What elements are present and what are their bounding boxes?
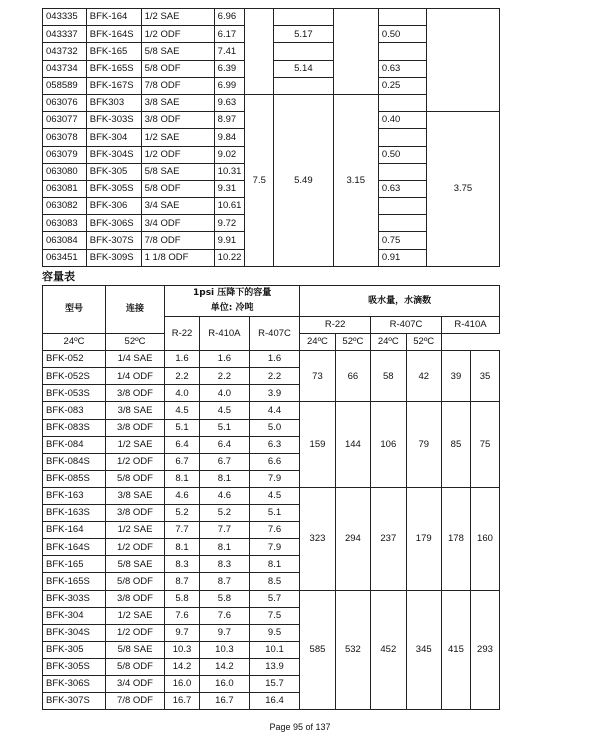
connection-cell: 5/8 SAE	[106, 556, 165, 573]
connection-cell: 5/8 SAE	[106, 641, 165, 658]
capacity-r407c-cell: 6.3	[249, 436, 299, 453]
capacity-r22-cell: 16.0	[165, 675, 200, 692]
code-cell: 043732	[43, 43, 87, 60]
connection-cell: 1/2 ODF	[141, 26, 214, 43]
value-cell: 9.31	[214, 180, 245, 197]
capacity-r407c-cell: 5.1	[249, 505, 299, 522]
capacity-r407c-cell: 4.5	[249, 487, 299, 504]
model-cell: BFK-084	[43, 436, 106, 453]
capacity-r407c-cell: 7.5	[249, 607, 299, 624]
value-cell: 9.84	[214, 129, 245, 146]
connection-cell: 3/4 ODF	[106, 675, 165, 692]
water-capacity-cell: 144	[335, 402, 370, 487]
blank-cell	[274, 43, 334, 60]
capacity-r22-cell: 7.7	[165, 522, 200, 539]
model-cell: BFK-306	[86, 198, 141, 215]
capacity-row	[43, 402, 500, 419]
code-cell: 043734	[43, 60, 87, 77]
value-cell: 8.97	[214, 112, 245, 129]
capacity-r22-cell: 9.7	[165, 624, 200, 641]
water-capacity-cell: 85	[441, 402, 470, 487]
capacity-r22-cell: 16.7	[165, 693, 200, 710]
capacity-row	[43, 487, 500, 504]
connection-cell: 1/2 SAE	[106, 607, 165, 624]
value-cell: 9.72	[214, 215, 245, 232]
water-capacity-cell: 75	[470, 402, 499, 487]
model-cell: BFK-163	[43, 487, 106, 504]
connection-cell: 7/8 ODF	[141, 77, 214, 94]
capacity-r22-cell: 8.3	[165, 556, 200, 573]
value-f: 0.40	[378, 112, 426, 129]
value-f: 0.75	[378, 232, 426, 249]
value-f: 0.25	[378, 77, 426, 94]
model-cell: BFK-306S	[43, 675, 106, 692]
capacity-r22-cell: 4.0	[165, 385, 200, 402]
value-cell: 6.17	[214, 26, 245, 43]
model-cell: BFK-303S	[86, 112, 141, 129]
capacity-r22-cell: 4.5	[165, 402, 200, 419]
value-cell: 7.41	[214, 43, 245, 60]
connection-cell: 3/4 ODF	[141, 215, 214, 232]
blank-cell	[378, 198, 426, 215]
water-capacity-cell: 294	[335, 487, 370, 590]
capacity-r410a-cell: 1.6	[200, 351, 250, 368]
connection-cell: 1/2 ODF	[106, 624, 165, 641]
value-e1: 5.17	[274, 26, 334, 43]
upper-table-row	[43, 9, 500, 26]
upper-spec-table	[42, 8, 500, 267]
capacity-r410a-cell: 5.2	[200, 505, 250, 522]
header-temperature: 24ºC	[43, 334, 106, 351]
capacity-r407c-cell: 7.6	[249, 522, 299, 539]
connection-cell: 5/8 ODF	[141, 60, 214, 77]
water-capacity-cell: 452	[371, 590, 406, 710]
capacity-r407c-cell: 9.5	[249, 624, 299, 641]
connection-cell: 3/8 ODF	[106, 505, 165, 522]
capacity-r410a-cell: 8.1	[200, 470, 250, 487]
capacity-r22-cell: 5.1	[165, 419, 200, 436]
capacity-r407c-cell: 16.4	[249, 693, 299, 710]
model-cell: BFK-303S	[43, 590, 106, 607]
model-cell: BFK-304	[86, 129, 141, 146]
capacity-r22-cell: 8.1	[165, 470, 200, 487]
capacity-r407c-cell: 10.1	[249, 641, 299, 658]
value-cell: 6.39	[214, 60, 245, 77]
water-capacity-cell: 73	[300, 351, 335, 402]
header-refrigerant: R-410A	[200, 317, 250, 351]
header-temperature: 52ºC	[106, 334, 165, 351]
model-cell: BFK-305	[86, 163, 141, 180]
model-cell: BFK-164	[43, 522, 106, 539]
capacity-r22-cell: 7.6	[165, 607, 200, 624]
code-cell: 058589	[43, 77, 87, 94]
merged-value-c: 3.15	[333, 94, 378, 266]
model-cell: BFK-304S	[43, 624, 106, 641]
model-cell: BFK-304S	[86, 146, 141, 163]
water-capacity-cell: 79	[406, 402, 441, 487]
merged-value-b: 5.49	[274, 94, 334, 266]
header-refrigerant: R-407C	[249, 317, 299, 351]
connection-cell: 3/8 ODF	[141, 112, 214, 129]
code-cell: 043335	[43, 9, 87, 26]
connection-cell: 5/8 SAE	[141, 43, 214, 60]
model-cell: BFK-165S	[86, 60, 141, 77]
merged-value-d: 3.75	[426, 112, 499, 267]
connection-cell: 7/8 ODF	[141, 232, 214, 249]
capacity-r410a-cell: 6.7	[200, 453, 250, 470]
blank-cell	[378, 43, 426, 60]
value-cell: 6.99	[214, 77, 245, 94]
connection-cell: 1/2 SAE	[141, 9, 214, 26]
capacity-r22-cell: 6.4	[165, 436, 200, 453]
capacity-r407c-cell: 4.4	[249, 402, 299, 419]
model-cell: BFK-164S	[86, 26, 141, 43]
header-water-refrigerant: R-410A	[441, 317, 499, 334]
model-cell: BFK-164S	[43, 539, 106, 556]
header-water-refrigerant: R-22	[300, 317, 371, 334]
code-cell: 063077	[43, 112, 87, 129]
header-temperature: 52ºC	[335, 334, 370, 351]
capacity-r407c-cell: 7.9	[249, 539, 299, 556]
model-cell: BFK-085S	[43, 470, 106, 487]
blank-cell	[274, 9, 334, 26]
capacity-r22-cell: 2.2	[165, 368, 200, 385]
capacity-r407c-cell: 6.6	[249, 453, 299, 470]
capacity-r410a-cell: 7.7	[200, 522, 250, 539]
value-f: 0.63	[378, 60, 426, 77]
header-water: 吸水量，水滴数	[300, 286, 500, 317]
blank-cell	[378, 129, 426, 146]
capacity-r407c-cell: 2.2	[249, 368, 299, 385]
water-capacity-cell: 179	[406, 487, 441, 590]
code-cell: 063076	[43, 94, 87, 111]
water-capacity-cell: 323	[300, 487, 335, 590]
model-cell: BFK-309S	[86, 249, 141, 266]
blank-cell	[378, 94, 426, 111]
water-capacity-cell: 415	[441, 590, 470, 710]
header-model: 型号	[43, 286, 106, 334]
value-cell: 9.63	[214, 94, 245, 111]
code-cell: 063084	[43, 232, 87, 249]
model-cell: BFK-165S	[43, 573, 106, 590]
header-temperature: 24ºC	[371, 334, 406, 351]
connection-cell: 3/8 ODF	[106, 590, 165, 607]
capacity-r407c-cell: 1.6	[249, 351, 299, 368]
water-capacity-cell: 585	[300, 590, 335, 710]
capacity-r407c-cell: 5.0	[249, 419, 299, 436]
blank-cell	[378, 215, 426, 232]
header-temperature: 52ºC	[406, 334, 441, 351]
capacity-r410a-cell: 16.7	[200, 693, 250, 710]
capacity-table-title: 容量表	[42, 270, 75, 283]
header-connection: 连接	[106, 286, 165, 334]
model-cell: BFK-052	[43, 351, 106, 368]
connection-cell: 3/4 SAE	[141, 198, 214, 215]
page-footer: Page 95 of 137	[269, 722, 331, 732]
capacity-r410a-cell: 5.1	[200, 419, 250, 436]
code-cell: 063082	[43, 198, 87, 215]
model-cell: BFK-053S	[43, 385, 106, 402]
model-cell: BFK-083	[43, 402, 106, 419]
value-f: 0.63	[378, 180, 426, 197]
blank-cell	[333, 9, 378, 95]
connection-cell: 3/8 SAE	[141, 94, 214, 111]
connection-cell: 1/2 SAE	[141, 129, 214, 146]
value-f: 0.91	[378, 249, 426, 266]
capacity-r22-cell: 4.6	[165, 487, 200, 504]
model-cell: BFK-304	[43, 607, 106, 624]
model-cell: BFK-305S	[86, 180, 141, 197]
connection-cell: 5/8 ODF	[106, 470, 165, 487]
model-cell: BFK303	[86, 94, 141, 111]
capacity-r410a-cell: 2.2	[200, 368, 250, 385]
capacity-r410a-cell: 8.1	[200, 539, 250, 556]
model-cell: BFK-083S	[43, 419, 106, 436]
model-cell: BFK-165	[43, 556, 106, 573]
code-cell: 063081	[43, 180, 87, 197]
blank-cell	[274, 77, 334, 94]
water-capacity-cell: 106	[371, 402, 406, 487]
capacity-r410a-cell: 7.6	[200, 607, 250, 624]
capacity-r410a-cell: 4.5	[200, 402, 250, 419]
model-cell: BFK-084S	[43, 453, 106, 470]
connection-cell: 1/2 ODF	[141, 146, 214, 163]
connection-cell: 5/8 ODF	[106, 573, 165, 590]
capacity-r22-cell: 5.2	[165, 505, 200, 522]
capacity-r407c-cell: 8.5	[249, 573, 299, 590]
connection-cell: 1/4 SAE	[106, 351, 165, 368]
capacity-r410a-cell: 4.6	[200, 487, 250, 504]
capacity-row	[43, 351, 500, 368]
capacity-r410a-cell: 8.7	[200, 573, 250, 590]
value-cell: 9.02	[214, 146, 245, 163]
capacity-r410a-cell: 9.7	[200, 624, 250, 641]
model-cell: BFK-307S	[86, 232, 141, 249]
code-cell: 063078	[43, 129, 87, 146]
value-cell: 10.61	[214, 198, 245, 215]
value-f: 0.50	[378, 26, 426, 43]
capacity-r407c-cell: 3.9	[249, 385, 299, 402]
connection-cell: 1/2 ODF	[106, 539, 165, 556]
model-cell: BFK-305S	[43, 658, 106, 675]
capacity-r410a-cell: 6.4	[200, 436, 250, 453]
connection-cell: 5/8 ODF	[141, 180, 214, 197]
water-capacity-cell: 159	[300, 402, 335, 487]
header-capacity-line2: 单位: 冷吨	[210, 303, 254, 313]
capacity-r410a-cell: 16.0	[200, 675, 250, 692]
capacity-r22-cell: 8.1	[165, 539, 200, 556]
connection-cell: 1 1/8 ODF	[141, 249, 214, 266]
model-cell: BFK-305	[43, 641, 106, 658]
capacity-r22-cell: 1.6	[165, 351, 200, 368]
capacity-r407c-cell: 13.9	[249, 658, 299, 675]
capacity-r410a-cell: 14.2	[200, 658, 250, 675]
capacity-r407c-cell: 15.7	[249, 675, 299, 692]
header-temperature: 24ºC	[300, 334, 335, 351]
model-cell: BFK-307S	[43, 693, 106, 710]
model-cell: BFK-167S	[86, 77, 141, 94]
capacity-r410a-cell: 10.3	[200, 641, 250, 658]
capacity-r22-cell: 10.3	[165, 641, 200, 658]
connection-cell: 7/8 ODF	[106, 693, 165, 710]
water-capacity-cell: 160	[470, 487, 499, 590]
connection-cell: 3/8 ODF	[106, 419, 165, 436]
model-cell: BFK-163S	[43, 505, 106, 522]
connection-cell: 5/8 SAE	[141, 163, 214, 180]
blank-cell	[378, 9, 426, 26]
capacity-r407c-cell: 7.9	[249, 470, 299, 487]
blank-cell	[426, 9, 499, 112]
model-cell: BFK-306S	[86, 215, 141, 232]
connection-cell: 5/8 ODF	[106, 658, 165, 675]
water-capacity-cell: 532	[335, 590, 370, 710]
code-cell: 043337	[43, 26, 87, 43]
capacity-r407c-cell: 8.1	[249, 556, 299, 573]
connection-cell: 1/4 ODF	[106, 368, 165, 385]
value-e2: 5.14	[274, 60, 334, 77]
header-refrigerant: R-22	[165, 317, 200, 351]
water-capacity-cell: 345	[406, 590, 441, 710]
connection-cell: 1/2 SAE	[106, 522, 165, 539]
merged-value-a: 7.5	[245, 94, 274, 266]
capacity-r410a-cell: 5.8	[200, 590, 250, 607]
value-cell: 10.22	[214, 249, 245, 266]
connection-cell: 3/8 SAE	[106, 487, 165, 504]
capacity-r22-cell: 8.7	[165, 573, 200, 590]
model-cell: BFK-165	[86, 43, 141, 60]
capacity-r410a-cell: 8.3	[200, 556, 250, 573]
blank-cell	[378, 163, 426, 180]
capacity-r407c-cell: 5.7	[249, 590, 299, 607]
header-capacity-line1: 1psi 压降下的容量	[192, 288, 272, 298]
code-cell: 063451	[43, 249, 87, 266]
capacity-table	[42, 285, 500, 710]
value-cell: 9.91	[214, 232, 245, 249]
blank-cell	[245, 9, 274, 95]
water-capacity-cell: 66	[335, 351, 370, 402]
connection-cell: 1/2 ODF	[106, 453, 165, 470]
header-water-refrigerant: R-407C	[371, 317, 442, 334]
model-cell: BFK-052S	[43, 368, 106, 385]
connection-cell: 3/8 ODF	[106, 385, 165, 402]
water-capacity-cell: 39	[441, 351, 470, 402]
code-cell: 063079	[43, 146, 87, 163]
value-cell: 6.96	[214, 9, 245, 26]
capacity-r410a-cell: 4.0	[200, 385, 250, 402]
water-capacity-cell: 293	[470, 590, 499, 710]
connection-cell: 3/8 SAE	[106, 402, 165, 419]
capacity-row	[43, 590, 500, 607]
code-cell: 063080	[43, 163, 87, 180]
connection-cell: 1/2 SAE	[106, 436, 165, 453]
water-capacity-cell: 42	[406, 351, 441, 402]
water-capacity-cell: 237	[371, 487, 406, 590]
value-cell: 10.31	[214, 163, 245, 180]
water-capacity-cell: 35	[470, 351, 499, 402]
header-capacity	[165, 286, 300, 317]
water-capacity-cell: 178	[441, 487, 470, 590]
capacity-r22-cell: 5.8	[165, 590, 200, 607]
value-f: 0.50	[378, 146, 426, 163]
capacity-r22-cell: 14.2	[165, 658, 200, 675]
model-cell: BFK-164	[86, 9, 141, 26]
capacity-r22-cell: 6.7	[165, 453, 200, 470]
code-cell: 063083	[43, 215, 87, 232]
water-capacity-cell: 58	[371, 351, 406, 402]
